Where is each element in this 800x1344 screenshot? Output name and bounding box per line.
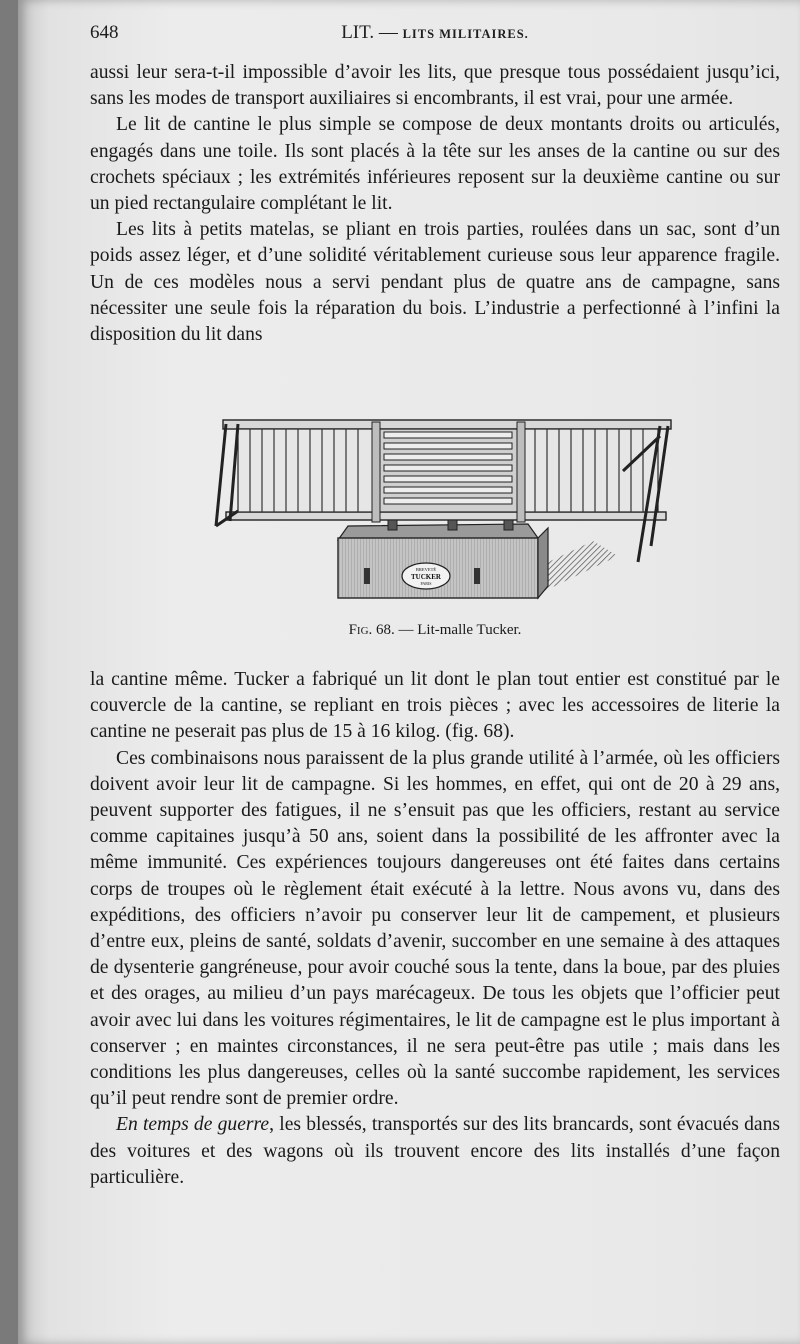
paragraph: la cantine même. Tucker a fabriqué un lit dont le plan tout entier est constitué par le couvercle de la cantine, se repliant en trois pièces ; avec les accessoires de literie la cantine ne peserait pas plus de 15 à 16 kilog. (fig. 68). bbox=[90, 669, 780, 743]
trunk-latch-left bbox=[364, 568, 370, 584]
paragraph-rest: , les blessés, transportés sur des lits brancards, sont évacués dans des voitures et des wagons où ils trouvent encore des lits installés d’une façon particulière. bbox=[90, 1114, 781, 1188]
page-number: 648 bbox=[90, 22, 119, 43]
plate-top-text: BREVETÉ bbox=[415, 567, 437, 572]
tucker-trunk-bed-illustration bbox=[198, 416, 678, 612]
book-page bbox=[18, 0, 800, 1344]
running-title bbox=[90, 22, 780, 44]
bed-right-panel bbox=[523, 429, 658, 512]
paragraph: Les lits à petits matelas, se pliant en trois parties, roulées dans un sac, sont d’un poids assez léger, et d’une solidité véritablement curieuse sous leur apparence fragile. Un de ces modèles nous a servi pendant plus de quatre ans de campagne, sans nécessiter une seule fois la réparation du bois. L’industrie a perfectionné à l’infini la disposition du lit dans bbox=[90, 219, 780, 346]
plate-name-text: TUCKER bbox=[411, 573, 441, 581]
running-header bbox=[90, 22, 780, 52]
paragraph: Le lit de cantine le plus simple se compose de deux montants droits ou articulés, engagés dans une toile. Ils sont placés à la tête sur les anses de la cantine ou sur des crochets spéciaux ; les extrémités inférieures reposent sur la deuxième cantine ou sur un pied rectangulaire complétant le lit. bbox=[90, 114, 780, 215]
bed-left-legs bbox=[216, 424, 238, 526]
trunk-side bbox=[538, 528, 548, 598]
bed-top-rail bbox=[223, 420, 671, 429]
italic-lead: En temps de guerre bbox=[116, 1114, 270, 1136]
plate-bottom-text: PARIS bbox=[420, 581, 432, 586]
paragraph: Ces combinaisons nous paraissent de la plus grande utilité à l’armée, où les officiers doivent avoir leur lit de campagne. Si les hommes, en effet, qui ont de 20 à 29 ans, peuvent supporter des fatigues, il ne s’ensuit pas que les officiers, restant au service comme capitaines jusqu’à 50 ans, soient dans la possibilité de les affronter avec la même immunité. Ces expériences toujours dangereuses ont été faites dans certains corps de troupes où le règlement était exécuté à la lettre. Nous avons vu, dans des expéditions, des officiers n’avoir pu conserver leur lit de campement, et plusieurs d’entre eux, pleins de santé, soldats d’avenir, succomber en une semaine à des attaques de dysenterie gangréneuse, pour avoir couché sous la tente, dans la boue, par des pluies et des orages, au milieu d’un pays marécageux. De tous les objets que l’officier peut avoir avec lui dans les voitures régimentaires, le lit de campagne est le plus important à conserver ; en maintes circonstances, il ne sera peut-être pas utile ; mais dans les conditions les plus dangereuses, celles où la santé succombe rapidement, les services qu’il peut rendre sont de premier ordre. bbox=[90, 747, 780, 1110]
paragraph: aussi leur sera-t-il impossible d’avoir les lits, que presque tous possédaient jusqu’ici, sans les modes de transport auxiliaires si encombrants, il est vrai, pour une armée. bbox=[90, 62, 780, 110]
trunk-latch-right bbox=[474, 568, 480, 584]
figure-title: — Lit-malle Tucker. bbox=[394, 622, 522, 638]
bed-left-panel bbox=[238, 429, 373, 512]
header-dash: — bbox=[374, 22, 403, 43]
header-subtitle: LITS MILITAIRES. bbox=[402, 27, 529, 41]
header-title: LIT. bbox=[341, 22, 375, 43]
paragraph-last bbox=[90, 1112, 780, 1191]
figure-label: Fig. 68. bbox=[348, 622, 395, 638]
text-block-bottom bbox=[90, 667, 780, 1191]
bed-bottom-rail bbox=[226, 512, 666, 520]
figure-caption bbox=[90, 622, 780, 639]
text-block-top bbox=[90, 60, 780, 348]
